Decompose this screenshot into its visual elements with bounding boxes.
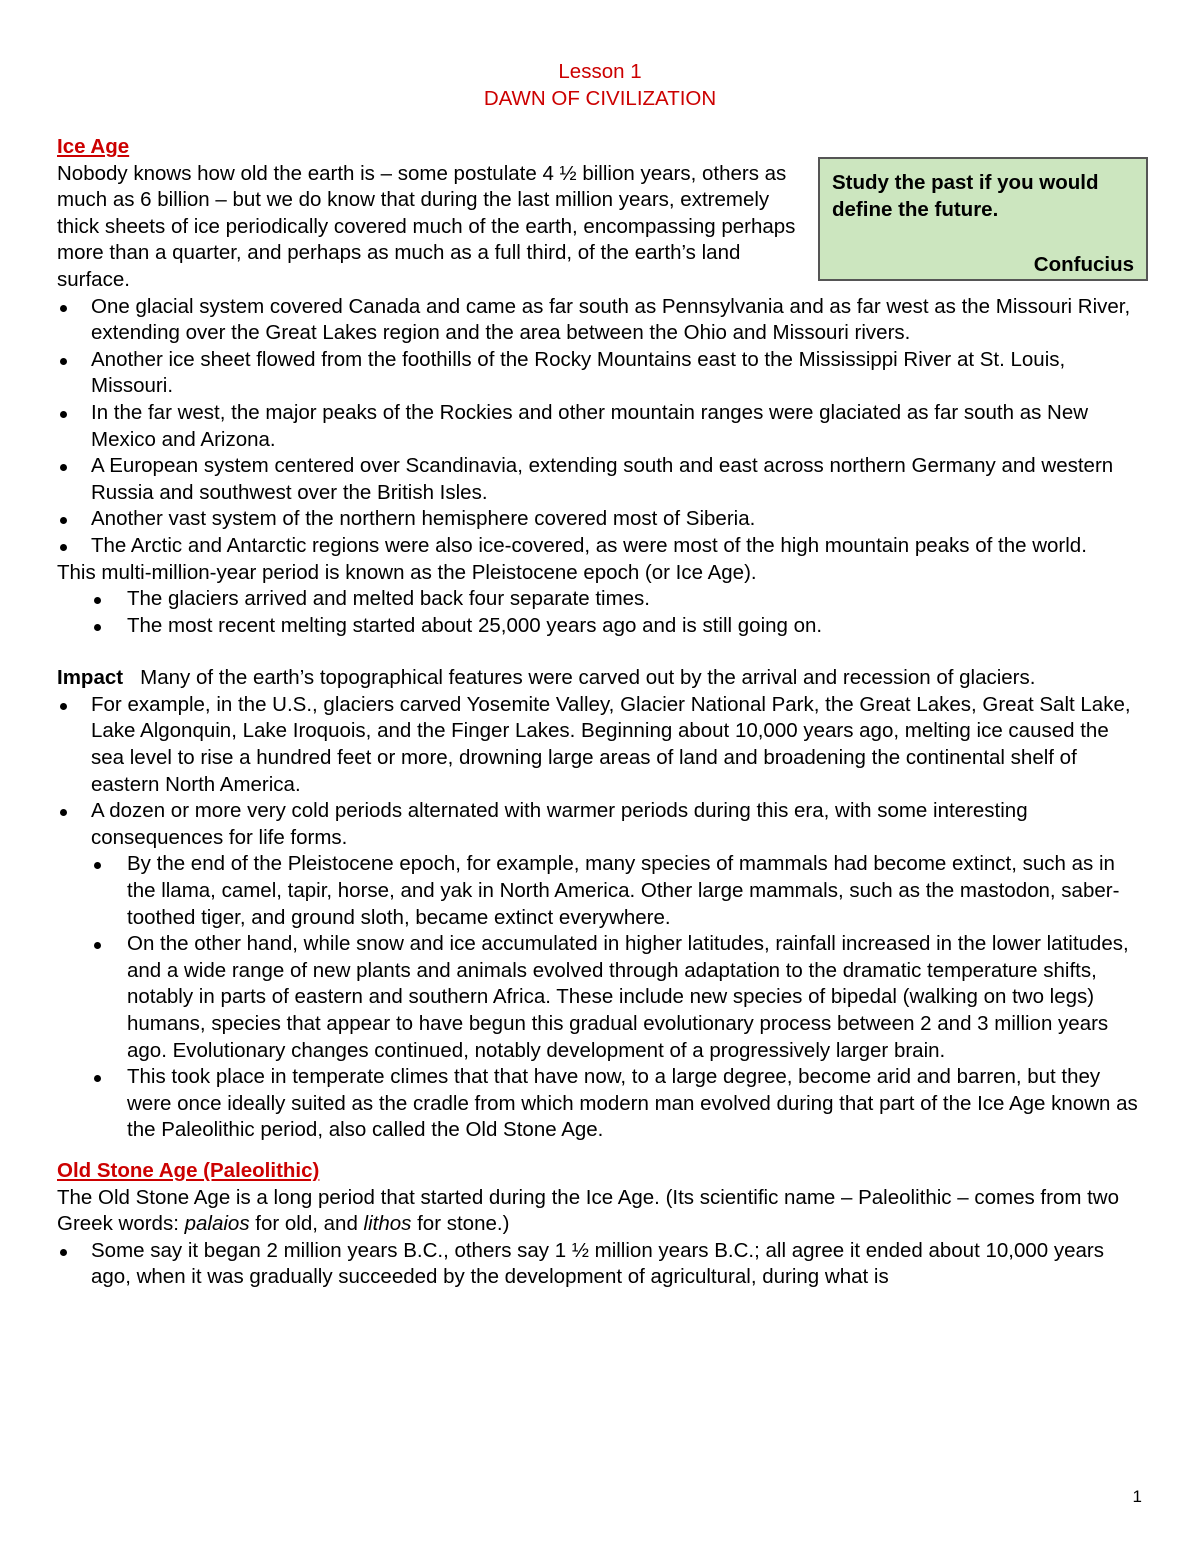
bullet-icon	[60, 411, 67, 418]
ice-age-intro: Nobody knows how old the earth is – some postulate 4 ½ billion years, others as much as 6 billion – but we do know that during the last million years, extremely thick sheets of ice periodically covered much of the earth, encompassing perhaps more than a quarter, and perhaps as much as a full third, of the earth’s land surface.	[57, 161, 796, 291]
bullet-icon	[60, 305, 67, 312]
bullet-icon	[60, 544, 67, 551]
list-item: This took place in temperate climes that that have now, to a large degree, become arid and barren, but they were once ideally suited as the cradle from which modern man evolved during that part of the Ice Age known as the Paleolithic period, also called the Old Stone Age.	[57, 1064, 1147, 1144]
ice-age-heading: Ice Age	[57, 135, 130, 158]
old-stone-age-heading: Old Stone Age (Paleolithic)	[57, 1158, 320, 1182]
document-header	[0, 58, 1200, 112]
impact-label: Impact	[57, 666, 124, 690]
bullet-icon	[94, 1075, 101, 1082]
bullet-icon	[60, 809, 67, 816]
list-item: The most recent melting started about 25,000 years ago and is still going on.	[57, 613, 1147, 640]
ice-age-bullets	[57, 294, 1147, 560]
bullet-icon	[94, 862, 101, 869]
bullet-icon	[94, 624, 101, 631]
impact-bullets	[57, 692, 1147, 852]
list-item: The glaciers arrived and melted back four separate times.	[57, 586, 1147, 613]
lesson-title: DAWN OF CIVILIZATION	[483, 87, 717, 110]
list-item: Some say it began 2 million years B.C., others say 1 ½ million years B.C.; all agree it ended about 10,000 years ago, when it was gradually succeeded by the development of agricultural, during what is	[57, 1238, 1147, 1291]
list-item: Another ice sheet flowed from the foothills of the Rocky Mountains east to the Mississippi River at St. Louis, Missouri.	[57, 347, 1147, 400]
bullet-icon	[60, 464, 67, 471]
bullet-icon	[60, 517, 67, 524]
list-item: For example, in the U.S., glaciers carved Yosemite Valley, Glacier National Park, the Great Lakes, Great Salt Lake, Lake Algonquin, Lake Iroquois, and the Finger Lakes. Beginning about 10,000 years ago, melting ice caused the sea level to rise a hundred feet or more, drowning large areas of land and broadening the continental shelf of eastern North America.	[57, 692, 1147, 798]
document-body	[57, 134, 1147, 1291]
impact-sub-bullets	[57, 851, 1147, 1144]
list-item: One glacial system covered Canada and came as far south as Pennsylvania and as far west as the Missouri River, extending over the Great Lakes region and the area between the Ohio and Missouri rivers.	[57, 294, 1147, 347]
page-number: 1	[1132, 1487, 1142, 1506]
list-item: In the far west, the major peaks of the Rockies and other mountain ranges were glaciated as far south as New Mexico and Arizona.	[57, 400, 1147, 453]
list-item: A dozen or more very cold periods alternated with warmer periods during this era, with some interesting consequences for life forms.	[57, 798, 1147, 851]
list-item: By the end of the Pleistocene epoch, for example, many species of mammals had become extinct, such as in the llama, camel, tapir, horse, and yak in North America. Other large mammals, such as the mastodon, saber-toothed tiger, and ground sloth, became extinct everywhere.	[57, 851, 1147, 931]
bullet-icon	[94, 942, 101, 949]
quote-text: Study the past if you would define the future.	[832, 171, 1099, 221]
impact-text: Many of the earth’s topographical features were carved out by the arrival and recession of glaciers.	[140, 666, 1036, 690]
lesson-number: Lesson 1	[558, 60, 642, 83]
quote-author: Confucius	[1033, 253, 1134, 276]
old-stone-age-bullets	[57, 1238, 1147, 1291]
list-item: A European system centered over Scandinavia, extending south and east across northern Germany and western Russia and southwest over the British Isles.	[57, 453, 1147, 506]
spacer	[57, 1144, 1147, 1158]
ice-age-summary: This multi-million-year period is known as the Pleistocene epoch (or Ice Age).	[57, 560, 757, 584]
list-item: On the other hand, while snow and ice accumulated in higher latitudes, rainfall increased in the lower latitudes, and a wide range of new plants and animals evolved through adaptation to the dramatic temperature shifts, notably in parts of eastern and southern Africa. These include new species of bipedal (walking on two legs) humans, species that appear to have begun this gradual evolutionary process between 2 and 3 million years ago. Evolutionary changes continued, notably development of a progressively larger brain.	[57, 931, 1147, 1064]
spacer	[57, 639, 1147, 665]
impact-paragraph	[57, 665, 1147, 692]
bullet-icon	[60, 703, 67, 710]
bullet-icon	[60, 358, 67, 365]
old-stone-age-intro: The Old Stone Age is a long period that started during the Ice Age. (Its scientific name – Paleolithic – comes from two Greek words: palaios for old, and lithos for stone.)	[57, 1185, 1120, 1236]
ice-age-sub-bullets	[57, 586, 1147, 639]
list-item: The Arctic and Antarctic regions were also ice-covered, as were most of the high mountain peaks of the world.	[57, 533, 1147, 560]
list-item: Another vast system of the northern hemisphere covered most of Siberia.	[57, 506, 1147, 533]
bullet-icon	[94, 597, 101, 604]
bullet-icon	[60, 1249, 67, 1256]
